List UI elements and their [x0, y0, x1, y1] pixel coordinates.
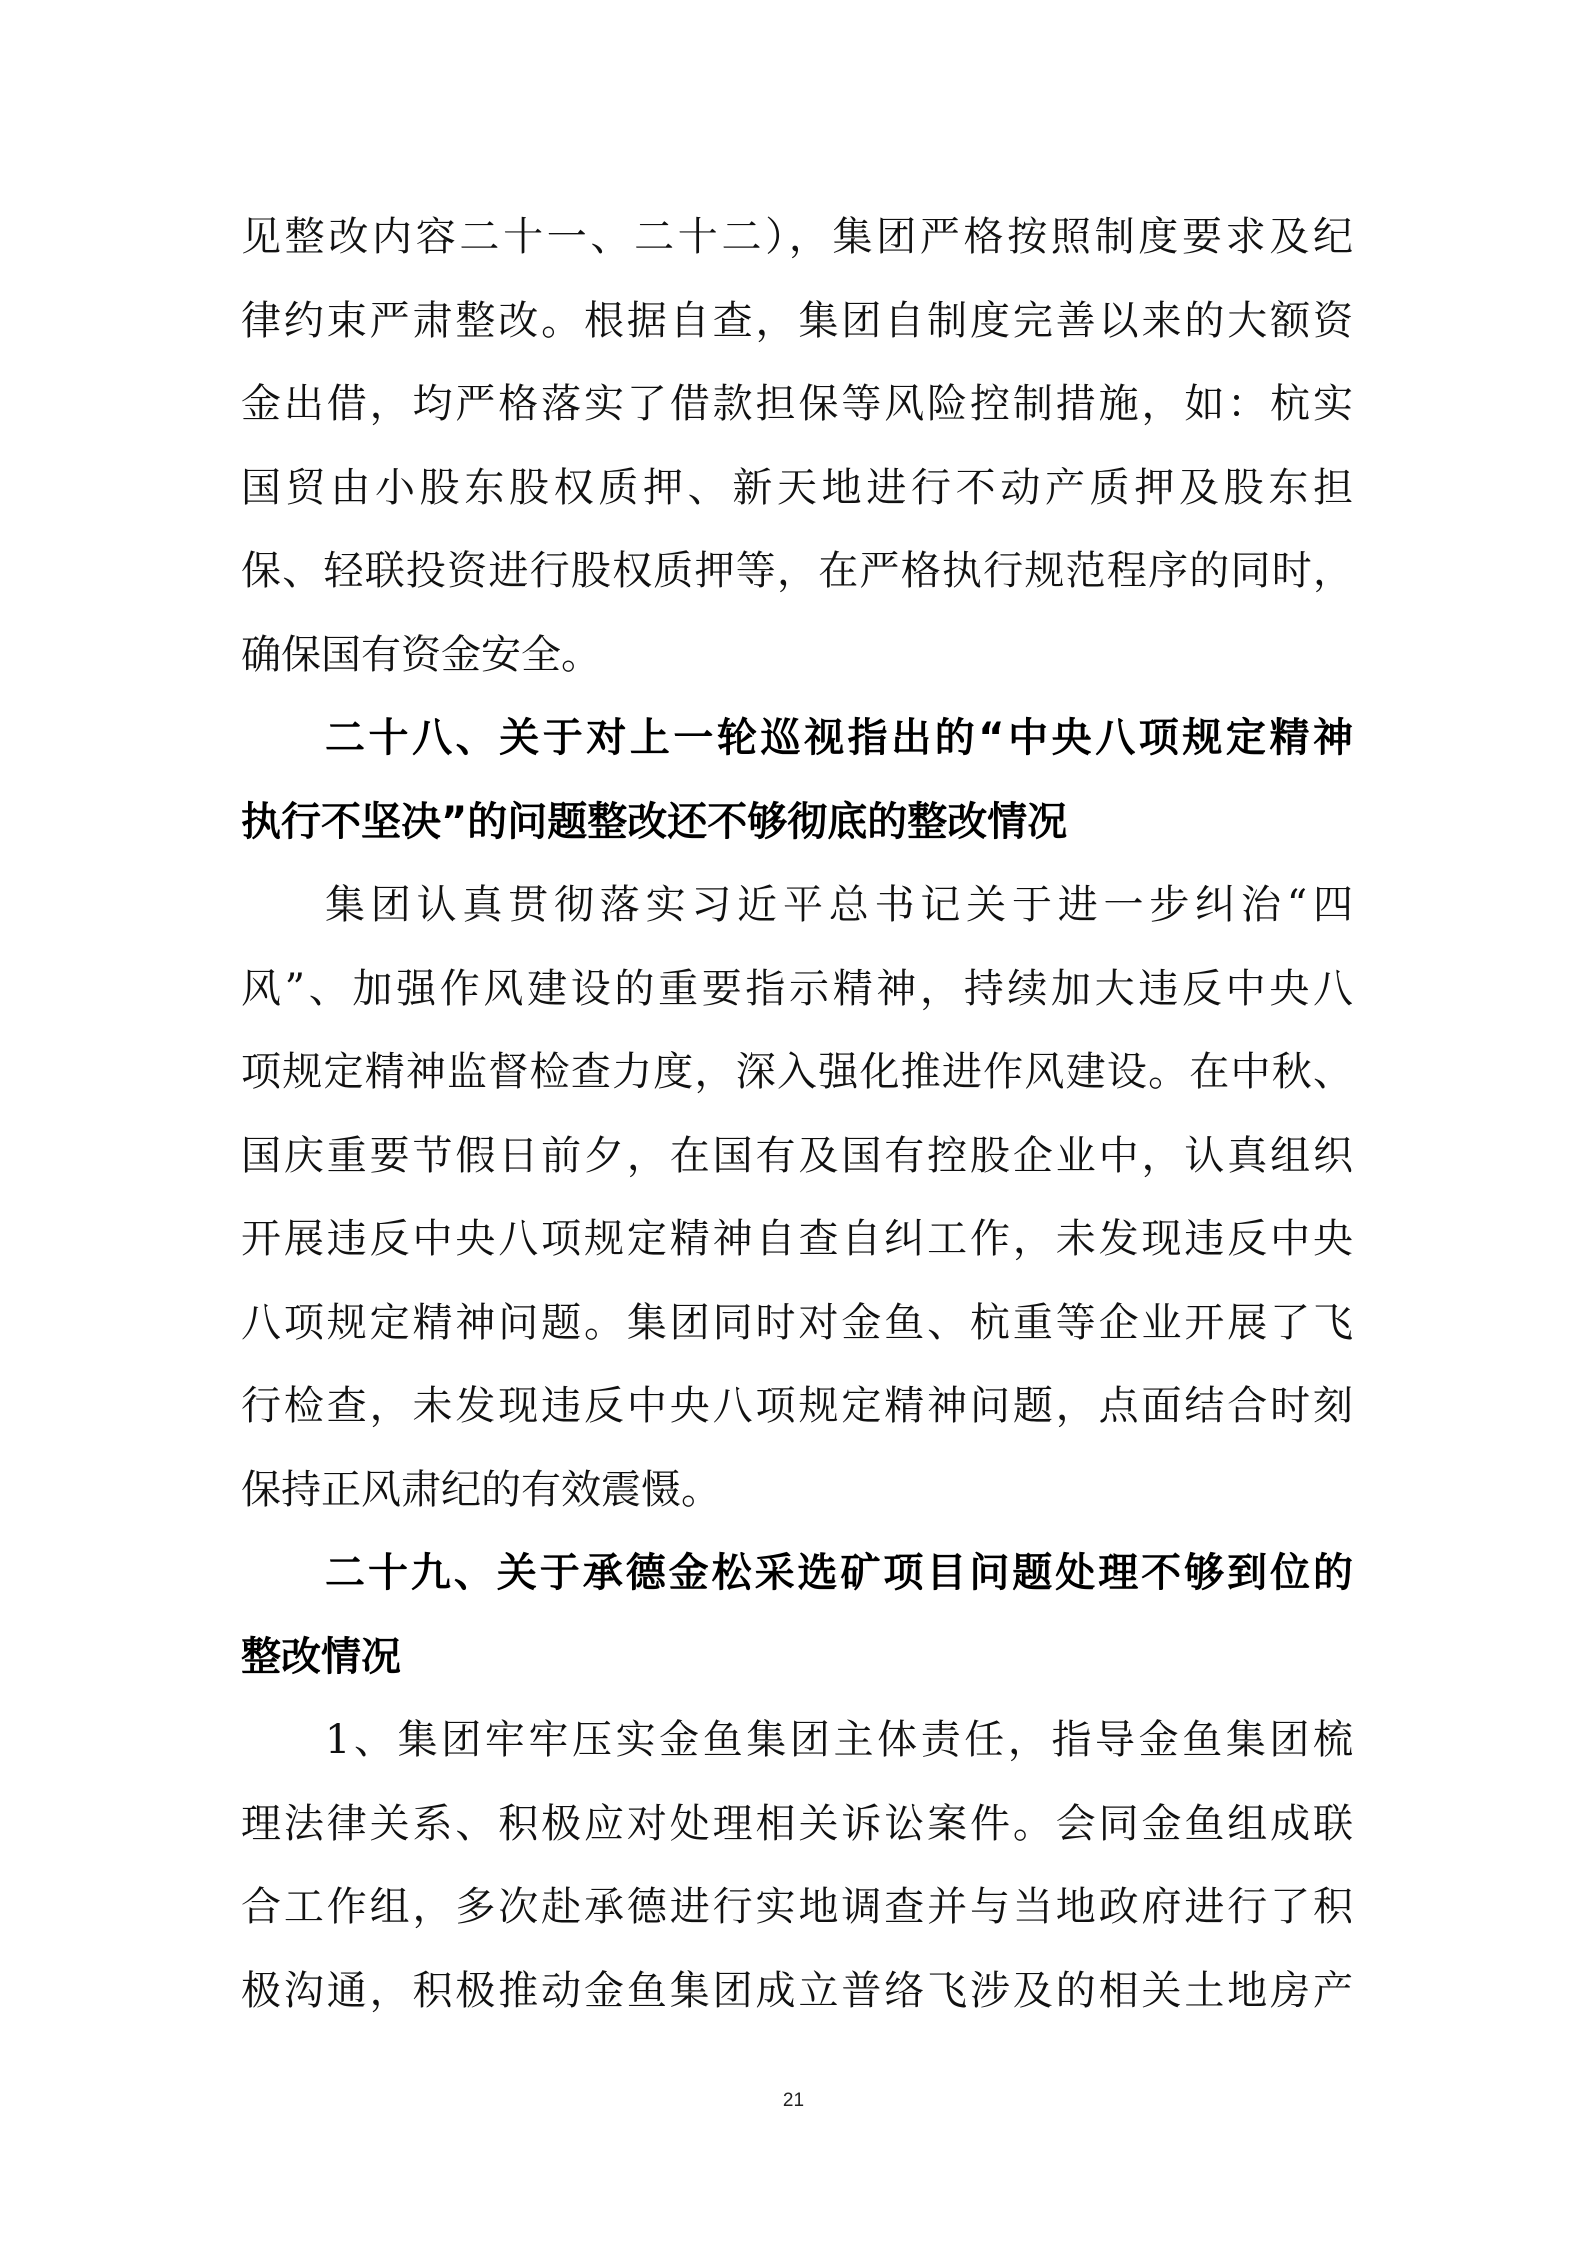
section-heading-28 — [241, 703, 1353, 870]
paragraph-chengde-item-1 — [241, 1705, 1353, 2039]
text-line: 风”、加强作风建设的重要指示精神，持续加大违反中央八 — [241, 965, 1353, 1012]
text-line: 国庆重要节假日前夕，在国有及国有控股企业中，认真组织 — [241, 1132, 1353, 1179]
paragraph-eight-regulations — [241, 870, 1353, 1538]
text-line: 金出借，均严格落实了借款担保等风险控制措施，如：杭实 — [241, 381, 1353, 427]
text-line: 确保国有资金安全。 — [241, 631, 601, 678]
text-line: 行检查，未发现违反中央八项规定精神问题，点面结合时刻 — [241, 1383, 1353, 1429]
heading-line: 二十九、关于承德金松采选矿项目问题处理不够到位的 — [325, 1550, 1353, 1596]
text-line: 集团认真贯彻落实习近平总书记关于进一步纠治“四 — [325, 882, 1353, 928]
text-line: 见整改内容二十一、二十二），集团严格按照制度要求及纪 — [241, 214, 1353, 260]
heading-line: 整改情况 — [241, 1633, 401, 1680]
text-line: 理法律关系、积极应对处理相关诉讼案件。会同金鱼组成联 — [241, 1800, 1353, 1847]
text-line: 项规定精神监督检查力度，深入强化推进作风建设。在中秋、 — [241, 1049, 1353, 1095]
heading-line: 执行不坚决”的问题整改还不够彻底的整改情况 — [241, 798, 1068, 845]
heading-line: 二十八、关于对上一轮巡视指出的“中央八项规定精神 — [325, 715, 1353, 761]
text-line: 1、集团牢牢压实金鱼集团主体责任，指导金鱼集团梳 — [325, 1717, 1353, 1763]
text-line: 八项规定精神问题。集团同时对金鱼、杭重等企业开展了飞 — [241, 1299, 1353, 1346]
text-line: 开展违反中央八项规定精神自查自纠工作，未发现违反中央 — [241, 1216, 1353, 1262]
page-number: 21 — [782, 2090, 805, 2111]
text-line: 合工作组，多次赴承德进行实地调查并与当地政府进行了积 — [241, 1884, 1353, 1930]
page-body — [241, 202, 1353, 2039]
paragraph-loan-risk-control — [241, 202, 1353, 703]
text-line: 保、轻联投资进行股权质押等，在严格执行规范程序的同时， — [241, 548, 1353, 594]
text-line: 律约束严肃整改。根据自查，集团自制度完善以来的大额资 — [241, 297, 1353, 344]
text-line: 保持正风肃纪的有效震慑。 — [241, 1466, 721, 1513]
section-heading-29 — [241, 1538, 1353, 1705]
text-line: 国贸由小股东股权质押、新天地进行不动产质押及股东担 — [241, 464, 1353, 511]
text-line: 极沟通，积极推动金鱼集团成立普络飞涉及的相关土地房产 — [241, 1967, 1353, 2014]
